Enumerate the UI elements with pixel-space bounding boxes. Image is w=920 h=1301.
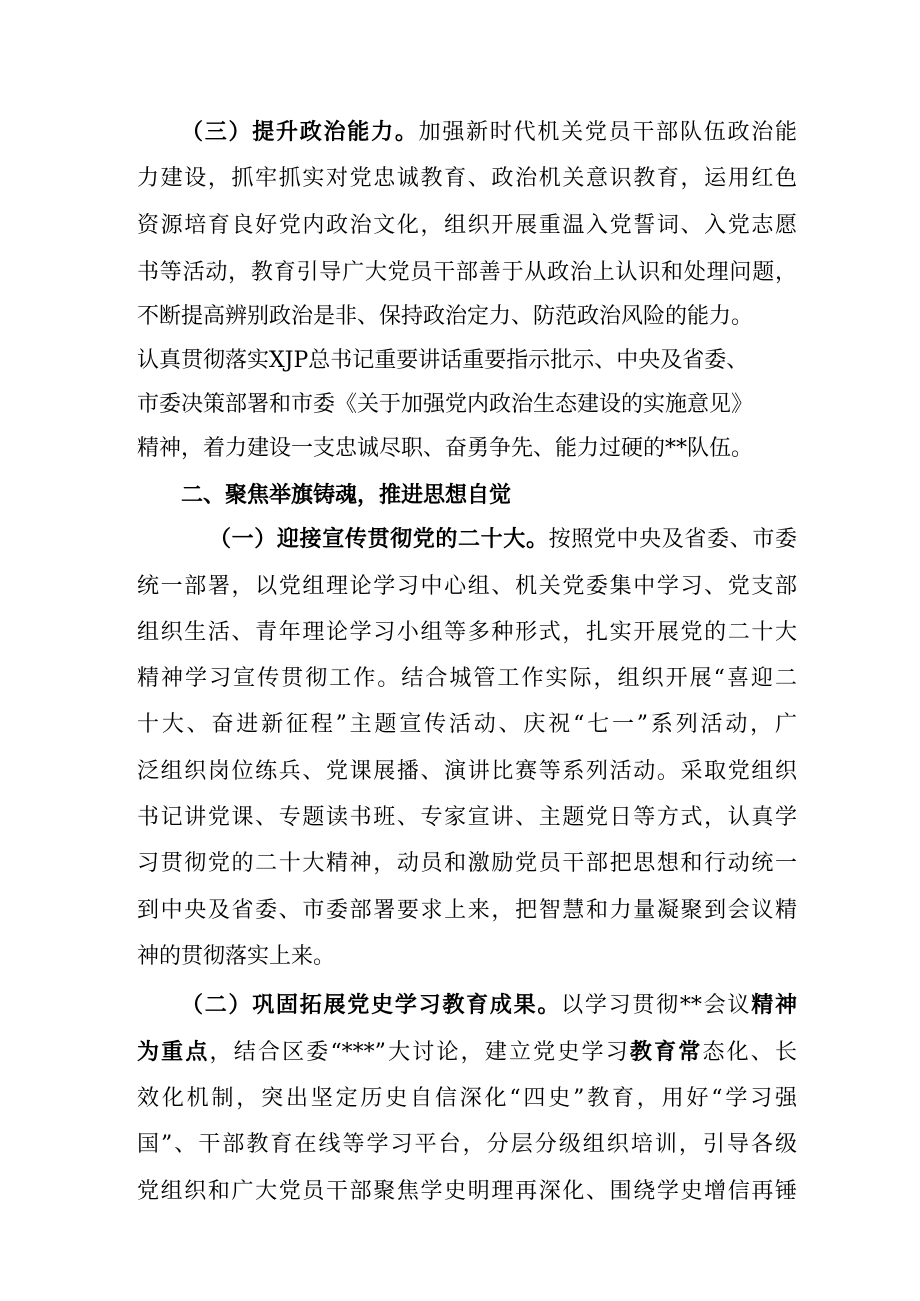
paragraph-line: 不断提高辨别政治是非、保持政治定力、防范政治风险的能力。 xyxy=(137,304,754,329)
paragraph-line: 神的贯彻落实上来。 xyxy=(137,944,336,969)
paragraph-line: 精神，着力建设一支忠诚尽职、奋勇争先、能力过硬的**队伍。 xyxy=(137,436,754,461)
section-heading: （一）迎接宣传贯彻党的二十大。 xyxy=(209,526,549,552)
paragraph-line: 力建设，抓牢抓实对党忠诚教育、政治机关意识教育，运用红色 xyxy=(137,166,797,191)
paragraph-line: 效化机制，突出坚定历史自信深化“四史”教育，用好“学习强 xyxy=(137,1086,797,1111)
chapter-heading: 二、聚焦举旗铸魂，推进思想自觉 xyxy=(181,482,512,508)
paragraph-line: 泛组织岗位练兵、党课展播、演讲比赛等系列活动。采取党组织 xyxy=(137,759,797,784)
section-heading: （二）巩固拓展党史学习教育成果。 xyxy=(181,992,562,1018)
paragraph-line: 市委决策部署和市委《关于加强党内政治生态建设的实施意见》 xyxy=(137,392,754,417)
paragraph-line: 十大、奋进新征程”主题宣传活动、庆祝“七一”系列活动，广 xyxy=(137,712,797,737)
paragraph-line: 党组织和广大党员干部聚焦学史明理再深化、围绕学史增信再锤 xyxy=(137,1179,797,1204)
paragraph-line: 资源培育良好党内政治文化，组织开展重温入党誓词、入党志愿 xyxy=(137,213,797,238)
section-heading: （三）提升政治能力。 xyxy=(181,119,419,145)
paragraph-line: 认真贯彻落实XJP总书记重要讲话重要指示批示、中央及省委、 xyxy=(137,348,749,373)
paragraph-line: 到中央及省委、市委部署要求上来，把智慧和力量凝聚到会议精 xyxy=(137,898,797,923)
paragraph-line: （三）提升政治能力。加强新时代机关党员干部队伍政治能 xyxy=(181,119,797,145)
paragraph-line: 书等活动，教育引导广大党员干部善于从政治上认识和处理问题， xyxy=(137,260,797,285)
paragraph-line: 统一部署，以党组理论学习中心组、机关党委集中学习、党支部 xyxy=(137,574,797,599)
paragraph-line: （一）迎接宣传贯彻党的二十大。按照党中央及省委、市委 xyxy=(209,526,797,552)
paragraph-line: 书记讲党课、专题读书班、专家宣讲、主题党日等方式，认真学 xyxy=(137,805,797,830)
paragraph-line: 为重点，结合区委“***”大讨论，建立党史学习教育常态化、长 xyxy=(137,1039,797,1065)
paragraph-line: 国”、干部教育在线等学习平台，分层分级组织培训，引导各级 xyxy=(137,1132,797,1157)
paragraph-line: 精神学习宣传贯彻工作。结合城管工作实际，组织开展“喜迎二 xyxy=(137,666,797,691)
paragraph-line: （二）巩固拓展党史学习教育成果。以学习贯彻**会议精神 xyxy=(181,992,797,1018)
paragraph-line: 组织生活、青年理论学习小组等多种形式，扎实开展党的二十大 xyxy=(137,620,797,645)
paragraph-line: 习贯彻党的二十大精神，动员和激励党员干部把思想和行动统一 xyxy=(137,851,797,876)
